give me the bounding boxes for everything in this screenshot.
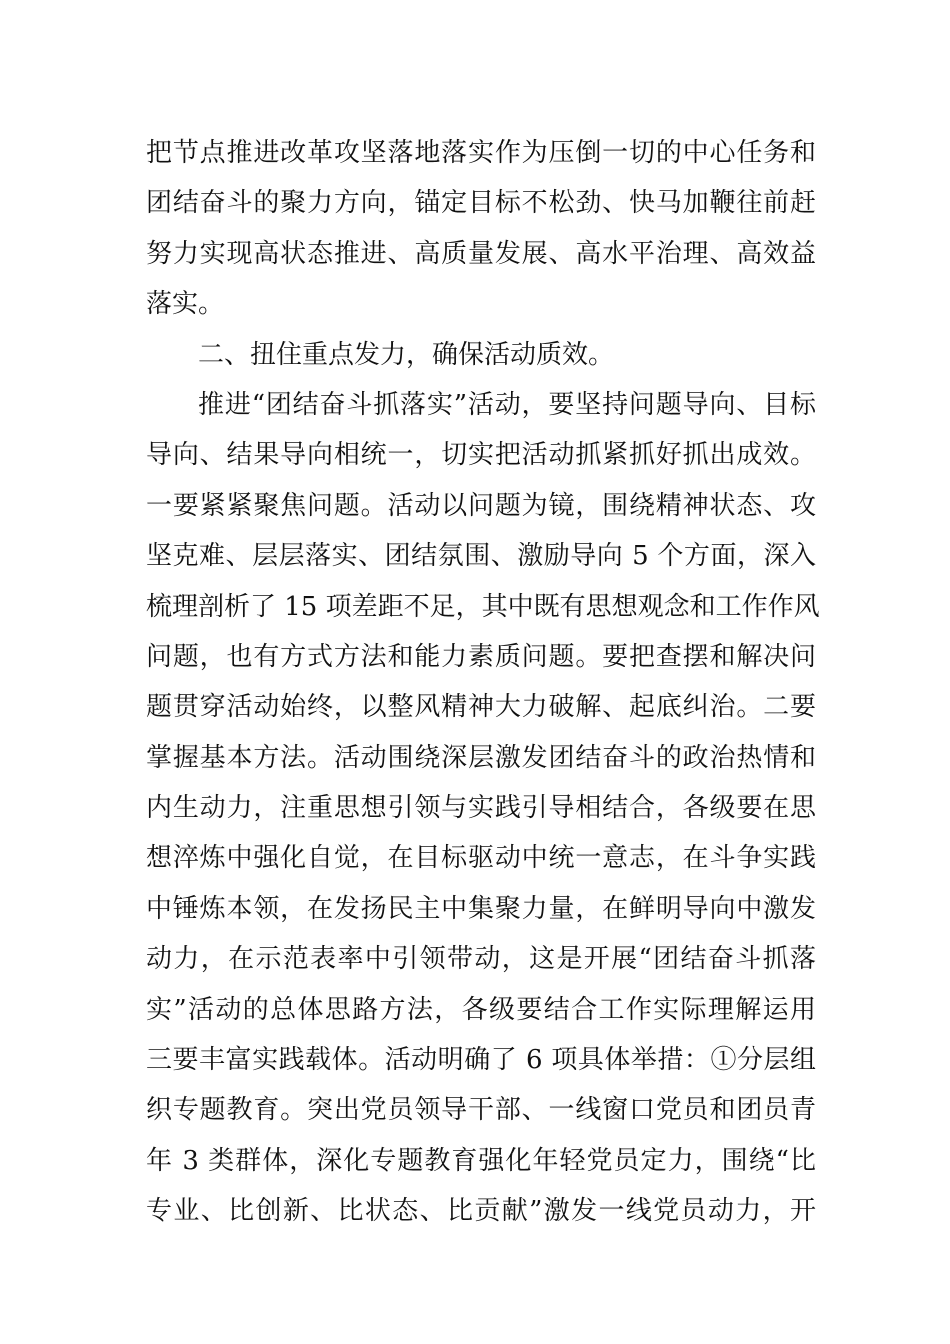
text-line: 问题，也有方式方法和能力素质问题。要把查摆和解决问 — [146, 641, 816, 672]
section-heading: 二、扭住重点发力，确保活动质效。 — [198, 339, 615, 370]
text-line: 题贯穿活动始终，以整风精神大力破解、起底纠治。二要 — [146, 692, 816, 723]
text-line: 内生动力，注重思想引领与实践引导相结合，各级要在思 — [146, 793, 816, 824]
text-line: 梳理剖析了 15 项差距不足，其中既有思想观念和工作作风 — [146, 591, 820, 622]
text-line: 想淬炼中强化自觉，在目标驱动中统一意志，在斗争实践 — [146, 843, 816, 874]
text-line: 专业、比创新、比状态、比贡献”激发一线党员动力，开 — [146, 1196, 816, 1227]
text-line: 推进“团结奋斗抓落实”活动，要坚持问题导向、目标 — [198, 389, 816, 420]
text-line: 坚克难、层层落实、团结氛围、激励导向 5 个方面，深入 — [146, 541, 816, 572]
text-line: 把节点推进改革攻坚落地落实作为压倒一切的中心任务和 — [146, 138, 816, 168]
text-line: 动力，在示范表率中引领带动，这是开展“团结奋斗抓落 — [146, 944, 816, 975]
text-line: 织专题教育。突出党员领导干部、一线窗口党员和团员青 — [146, 1095, 816, 1126]
text-line: 团结奋斗的聚力方向，锚定目标不松劲、快马加鞭往前赶 — [146, 188, 816, 219]
text-line: 努力实现高状态推进、高质量发展、高水平治理、高效益 — [146, 238, 816, 269]
text-line: 导向、结果导向相统一，切实把活动抓紧抓好抓出成效。 — [146, 440, 816, 471]
text-line: 中锤炼本领，在发扬民主中集聚力量，在鲜明导向中激发 — [146, 893, 816, 924]
body-text — [146, 128, 820, 1237]
text-line: 一要紧紧聚焦问题。活动以问题为镜，围绕精神状态、攻 — [146, 490, 816, 521]
text-line: 落实。 — [146, 289, 225, 320]
text-line: 掌握基本方法。活动围绕深层激发团结奋斗的政治热情和 — [146, 742, 816, 773]
text-line: 实”活动的总体思路方法，各级要结合工作实际理解运用 — [146, 994, 816, 1025]
text-line: 三要丰富实践载体。活动明确了 6 项具体举措：①分层组 — [146, 1045, 816, 1076]
text-line: 年 3 类群体，深化专题教育强化年轻党员定力，围绕“比 — [146, 1145, 816, 1176]
